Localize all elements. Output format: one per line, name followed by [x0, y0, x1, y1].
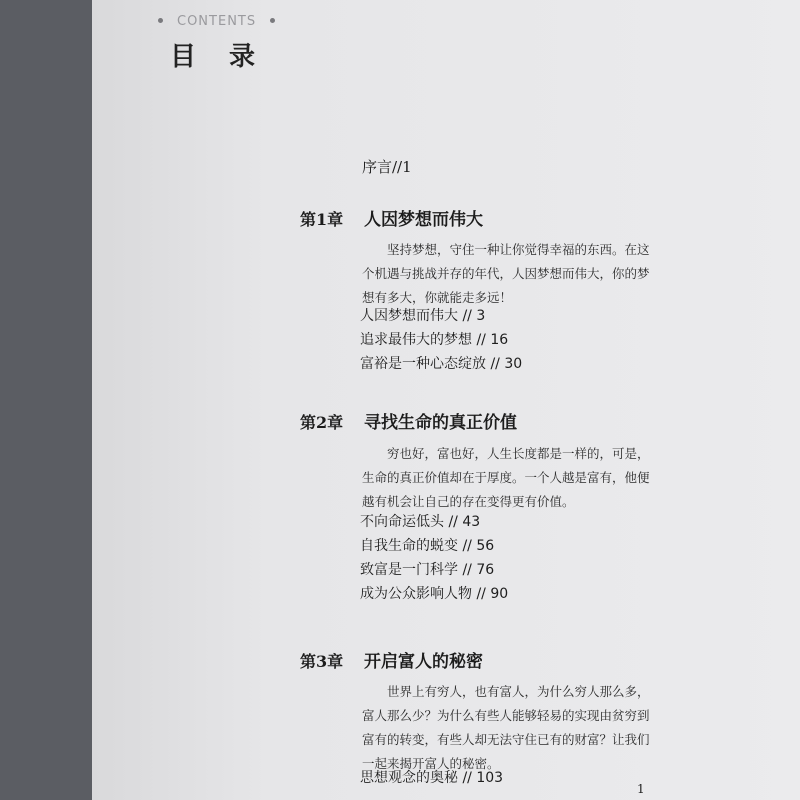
page-title: 目 录: [170, 42, 268, 72]
chapter-2-heading[interactable]: [300, 408, 517, 433]
chapter-number: 第3章: [300, 652, 344, 671]
section-entry[interactable]: 致富是一门科学 // 76: [360, 562, 495, 578]
chapter-title: 寻找生命的真正价值: [364, 413, 517, 433]
chapter-1-intro: 坚持梦想，守住一种让你觉得幸福的东西。在这个机遇与挑战并存的年代，人因梦想而伟大，你的梦想有多大，你就能走多远！: [362, 242, 650, 305]
contents-label: CONTENTS: [177, 14, 257, 29]
bullet-dot-icon: [270, 18, 275, 23]
page-number: 1: [637, 782, 645, 796]
chapter-1-sections: [360, 304, 522, 376]
chapter-1-heading[interactable]: [300, 205, 483, 230]
section-entry[interactable]: 富裕是一种心态绽放 // 30: [360, 356, 523, 372]
chapter-3-heading[interactable]: [300, 647, 483, 672]
chapter-2-sections: [360, 510, 508, 606]
chapter-3-sections: [360, 766, 503, 790]
section-entry[interactable]: 追求最伟大的梦想 // 16: [360, 332, 509, 348]
chapter-3-intro: 世界上有穷人，也有富人，为什么穷人那么多，富人那么少？为什么有些人能够轻易的实现由贫穷到富有的转变，有些人却无法守住已有的财富？让我们一起来揭开富人的秘密。: [362, 684, 650, 771]
chapter-title: 人因梦想而伟大: [364, 210, 483, 230]
chapter-2-intro: 穷也好，富也好，人生长度都是一样的，可是，生命的真正价值却在于厚度。一个人越是富有，他便越有机会让自己的存在变得更有价值。: [362, 446, 650, 509]
chapter-number: 第2章: [300, 413, 344, 432]
section-entry[interactable]: 人因梦想而伟大 // 3: [360, 308, 486, 324]
section-entry[interactable]: 思想观念的奥秘 // 103: [360, 770, 504, 786]
section-entry[interactable]: 不向命运低头 // 43: [360, 514, 481, 530]
book-page: [92, 0, 800, 800]
chapter-number: 第1章: [300, 210, 344, 229]
section-entry[interactable]: 自我生命的蜕变 // 56: [360, 538, 495, 554]
section-entry[interactable]: 成为公众影响人物 // 90: [360, 586, 509, 602]
chapter-title: 开启富人的秘密: [364, 652, 483, 672]
preface-entry[interactable]: 序言//1: [362, 158, 412, 176]
bullet-dot-icon: [158, 18, 163, 23]
contents-header: [144, 14, 289, 29]
